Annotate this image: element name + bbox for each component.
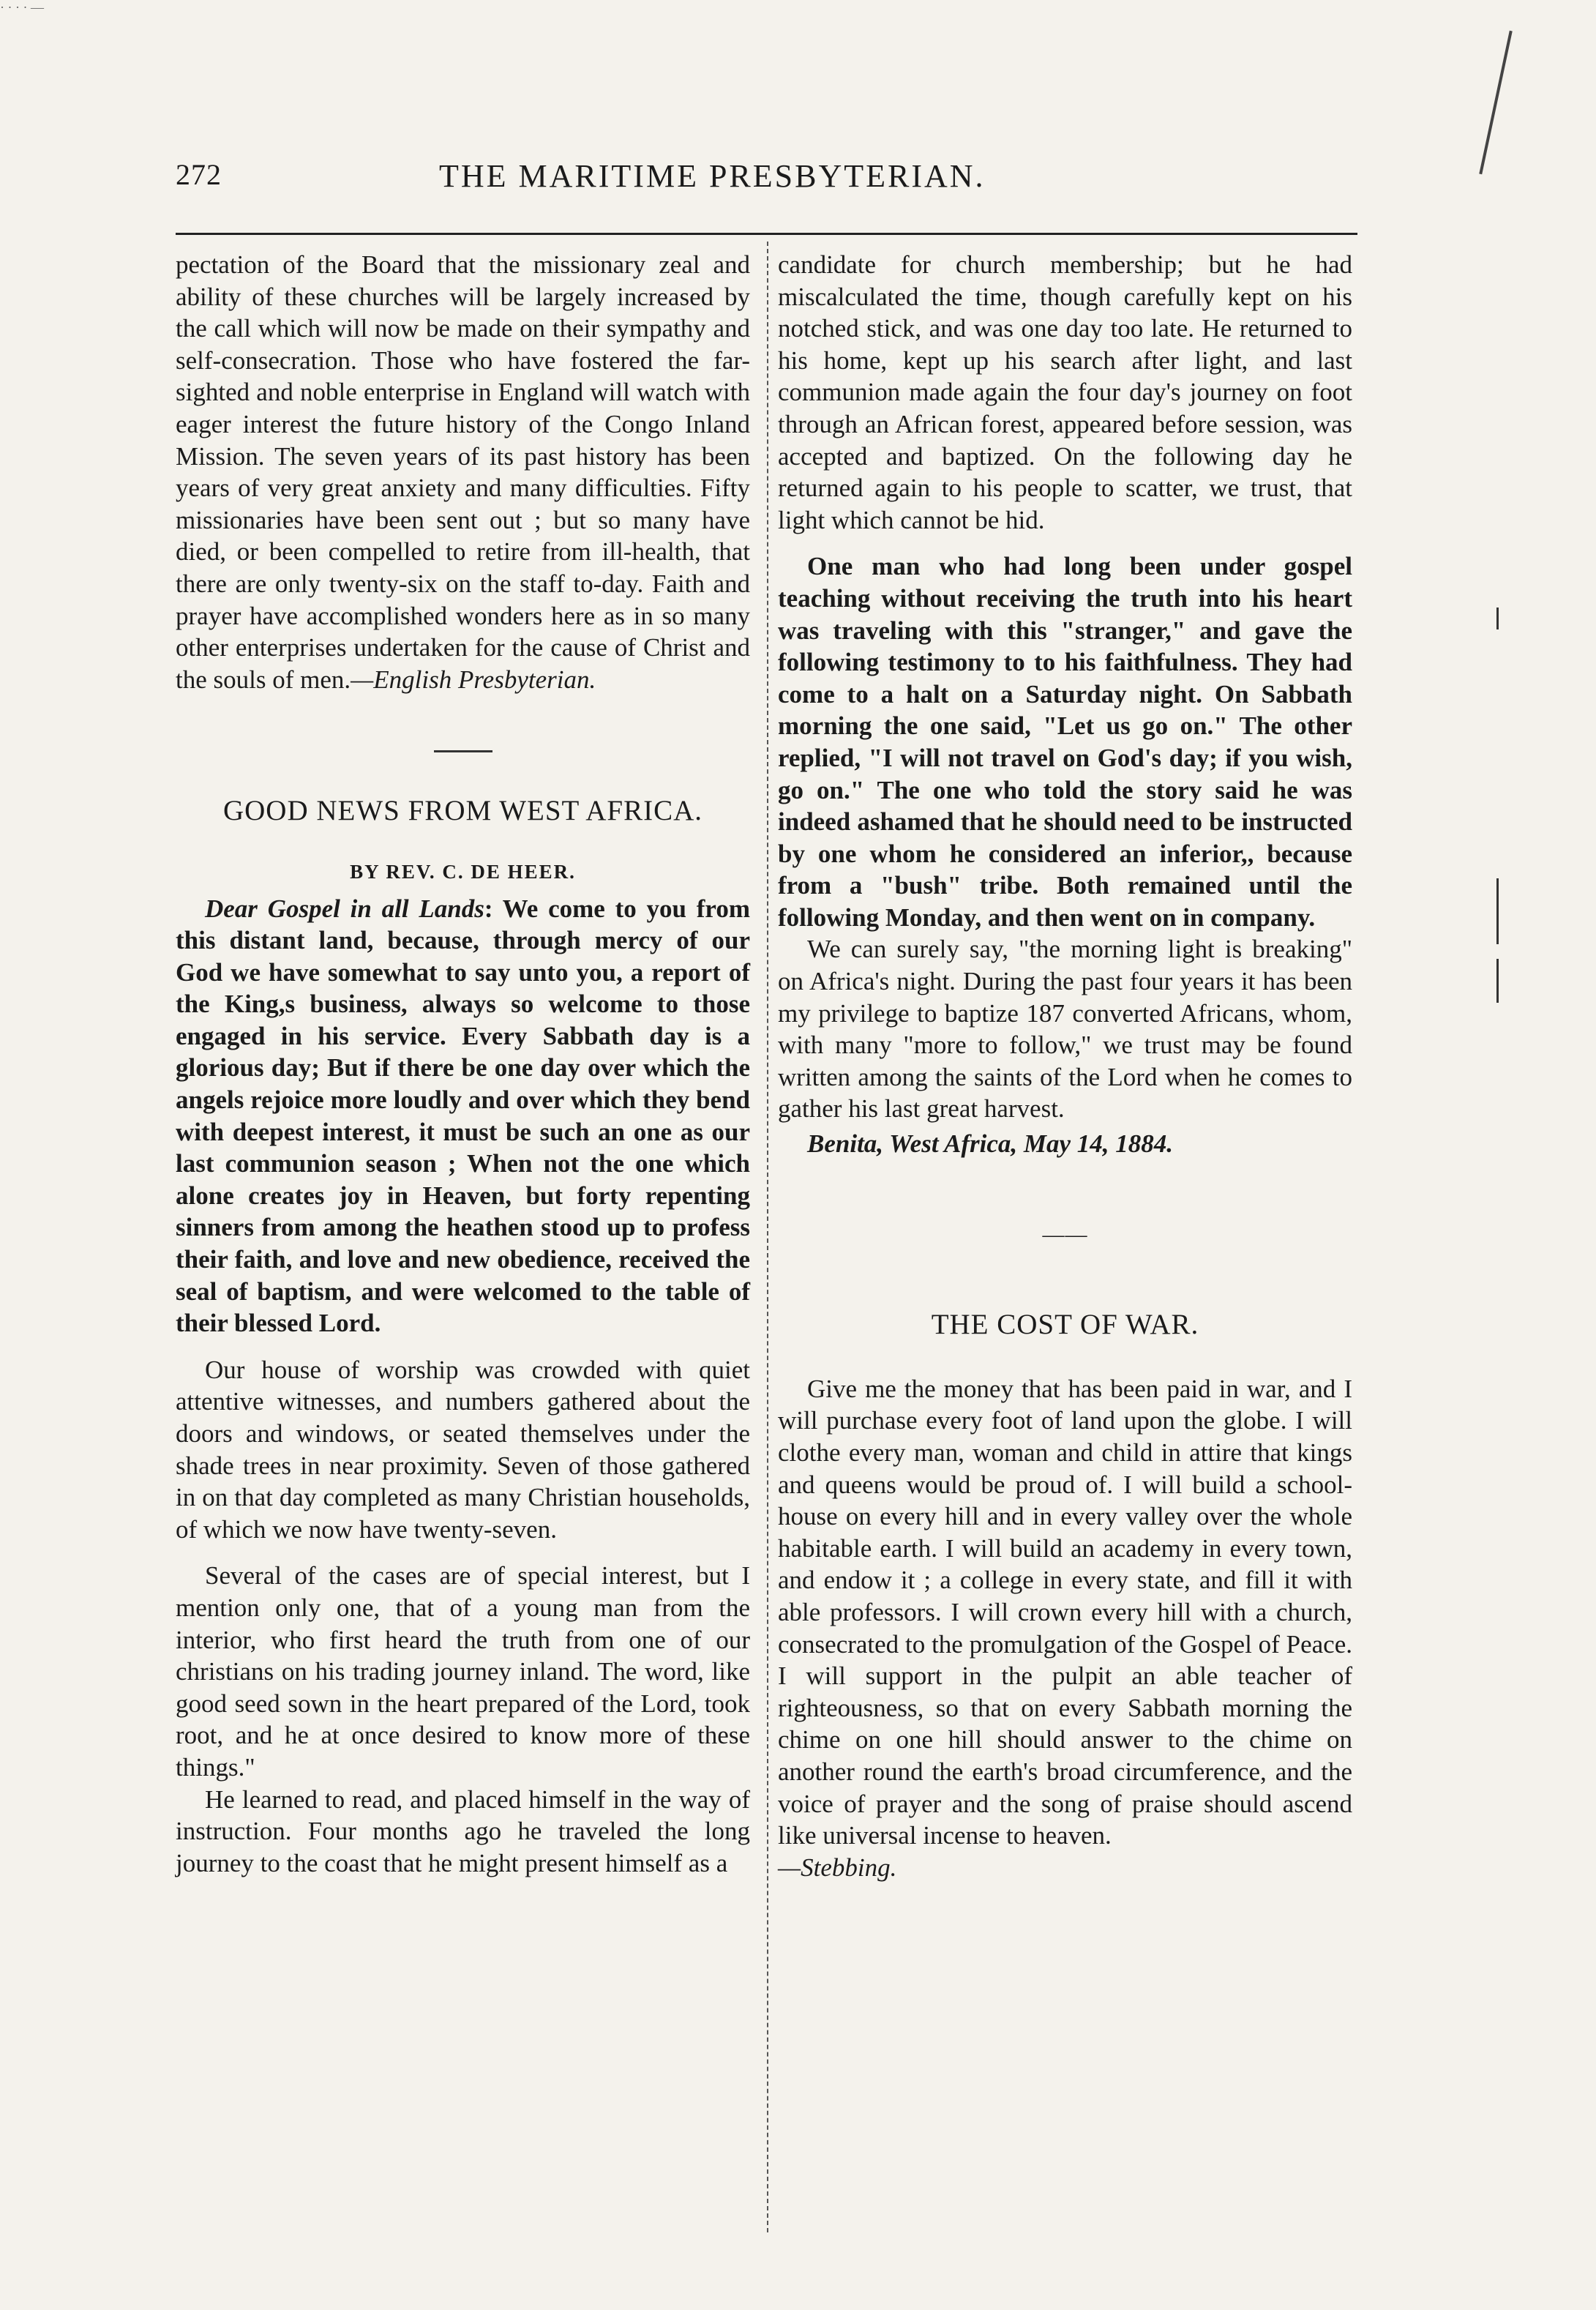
left-column bbox=[176, 249, 750, 1879]
section-divider-rule bbox=[434, 750, 492, 752]
salutation: Dear Gospel in all Lands bbox=[205, 894, 484, 923]
continued-source: —English Presbyterian. bbox=[351, 665, 596, 694]
continued-paragraph-text: pectation of the Board that the missionary zeal and ability of these churches will be largely increased by the call which will now be made on their sympathy and self-consecration. Those who have fostered the far-sighted and noble enterprise in England will watch with eager interest the future history of the Congo Inland Mission. The seven years of its past history has been years of very great anxiety and many difficulties. Fifty missionaries have been sent out ; but so many have died, or been compelled to retire from ill-health, that there are only twenty-six on the staff to-day. Faith and prayer have accomplished wonders here as in so many other enterprises undertaken for the cause of Christ and the souls of men. bbox=[176, 250, 750, 694]
article-paragraph-1 bbox=[176, 893, 750, 1339]
header-rule bbox=[176, 233, 1357, 235]
article-paragraph-5: One man who had long been under gospel teaching without receiving the truth into his heart was traveling with this "stranger," and gave the following testimony to to his faithfulness. They had come to a halt on a Saturday night. On Sabbath morning the one said, "Let us go on." The other replied, "I will not travel on God's day; if you wish, go on." The one who told the story said he was indeed ashamed that he should need to be instructed by one whom he considered an inferior,, because from a "bush" tribe. Both remained until the following Monday, and then went on in company. bbox=[778, 552, 1352, 932]
article-heading: GOOD NEWS FROM WEST AFRICA. bbox=[222, 795, 703, 827]
right-column bbox=[778, 249, 1352, 1883]
top-edge-specks: · · · · — bbox=[0, 0, 44, 15]
article-2-source: —Stebbing. bbox=[778, 1853, 897, 1882]
margin-tick-lower bbox=[1496, 959, 1499, 1003]
margin-tick-middle bbox=[1496, 878, 1499, 944]
article-paragraph-4: He learned to read, and placed himself in the way of instruction. Four months ago he traveled the long journey to the coast that he might present himself as a bbox=[176, 1784, 750, 1877]
section-divider-dash: —— bbox=[1042, 1222, 1088, 1246]
article-byline: BY REV. C. DE HEER. bbox=[350, 860, 576, 883]
continued-paragraph bbox=[176, 249, 750, 695]
column-divider bbox=[767, 242, 768, 2232]
article-2-heading: THE COST OF WAR. bbox=[931, 1309, 1199, 1341]
page-header bbox=[176, 157, 1368, 209]
margin-tick-upper bbox=[1496, 608, 1499, 629]
margin-pen-stroke bbox=[1479, 31, 1512, 174]
article-dateline: Benita, West Africa, May 14, 1884. bbox=[807, 1129, 1174, 1159]
page-number: 272 bbox=[176, 158, 222, 191]
article-paragraph-2: Our house of worship was crowded with quiet attentive witnesses, and numbers gathered about the doors and windows, or seated themselves under the shade trees in near proximity. Seven of those gathered in on that day completed as many Christian households, of which we now have twenty-seven. bbox=[176, 1355, 750, 1544]
article-2-body: Give me the money that has been paid in war, and I will purchase every foot of land upon the globe. I will clothe every man, woman and child in attire that kings and queens would be proud of. I will build a school-house on every hill and in every valley over the whole habitable earth. I will build an academy in every town, and endow it ; a college in every state, and fill it with able professors. I will crown every hill with a church, consecrated to the promulgation of the Gospel of Peace. I will support in the pulpit an able teacher of righteousness, so that on every Sabbath morning the chime on one hill should answer to the chime on another round the earth's broad circumference, and the voice of prayer and the song of praise should ascend like universal incense to heaven. bbox=[778, 1374, 1352, 1850]
article-paragraph-6: We can surely say, "the morning light is breaking" on Africa's night. During the past four years it has been my privilege to baptize 187 converted Africans, whom, with many "more to follow," we trust may be found written among the saints of the Lord when he comes to gather his last great harvest. bbox=[778, 935, 1352, 1124]
running-head-title: THE MARITIME PRESBYTERIAN. bbox=[439, 158, 986, 194]
article-paragraph-3: Several of the cases are of special interest, but I mention only one, that of a young man from the interior, who first heard the truth from one of our christians on his trading journey inland. The word, like good seed sown in the heart prepared of the Lord, took root, and he at once desired to know more of these things." bbox=[176, 1561, 750, 1782]
paragraph-1-text: : We come to you from this distant land, because, through mercy of our God we have somewhat to say unto you, a report of the King,s business, always so welcome to those engaged in his service. Every Sabbath day is a glorious day; But if there be one day over which the angels rejoice more loudly and over which they bend with deepest interest, it must be such an one as our last communion season ; When not the one which alone creates joy in Heaven, but forty repenting sinners from among the heathen stood up to profess their faith, and love and new obedience, received the seal of baptism, and were welcomed to the table of their blessed Lord. bbox=[176, 894, 750, 1338]
article-paragraph-continued: candidate for church membership; but he had miscalculated the time, though carefully kept on his notched stick, and was one day too late. He returned to his home, kept up his search after light, and last communion made again the four day's journey on foot through an African forest, appeared before session, was accepted and baptized. On the following day he returned again to his people to scatter, we trust, that light which cannot be hid. bbox=[778, 250, 1352, 534]
